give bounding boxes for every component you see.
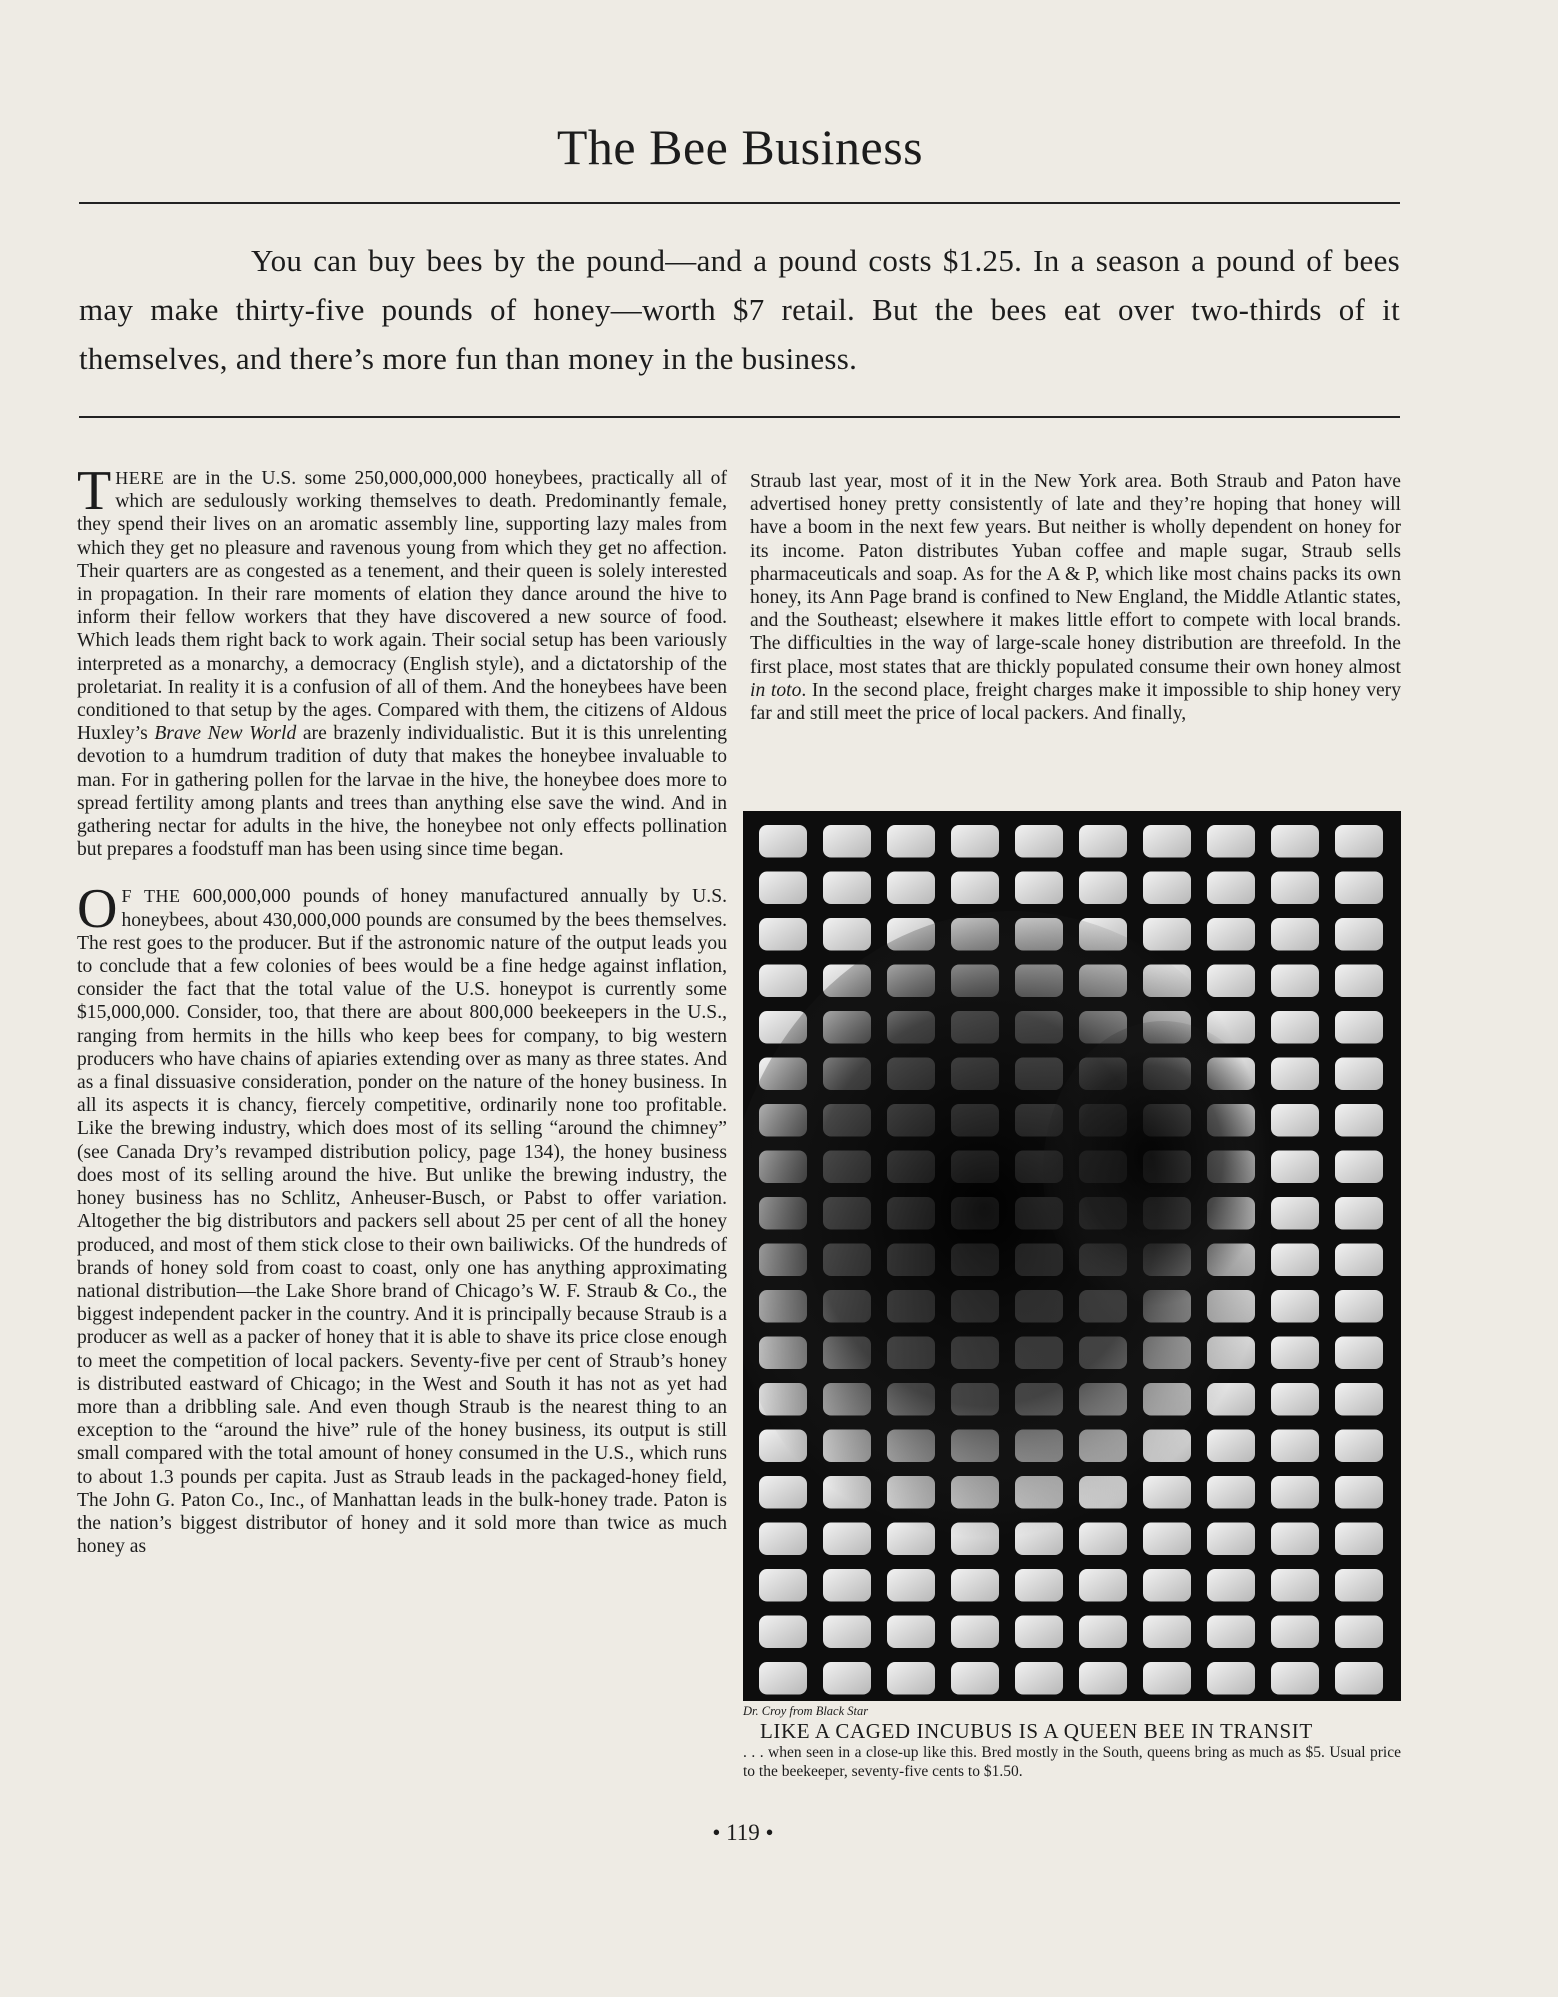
cage-cell bbox=[1335, 825, 1383, 858]
cage-cell bbox=[1335, 1290, 1383, 1323]
cage-cell bbox=[1271, 1476, 1319, 1509]
cage-cell bbox=[759, 825, 807, 858]
cage-cell bbox=[1207, 1476, 1255, 1509]
cage-cell bbox=[887, 825, 935, 858]
cage-cell bbox=[1271, 825, 1319, 858]
cage-cell bbox=[1015, 1616, 1063, 1649]
cage-cell bbox=[887, 1662, 935, 1695]
cage-cell bbox=[1335, 1430, 1383, 1463]
cage-cell bbox=[951, 1569, 999, 1602]
cage-cell bbox=[1015, 1662, 1063, 1695]
italic-phrase: in toto bbox=[750, 679, 802, 701]
text: . In the second place, freight charges make it impossible to ship honey very far and still meet the price of local packers. And finally, bbox=[750, 679, 1402, 725]
drop-cap: T bbox=[77, 460, 112, 522]
drop-cap: O bbox=[77, 878, 118, 941]
cage-cell bbox=[1079, 825, 1127, 858]
cage-cell bbox=[1271, 1058, 1319, 1091]
cage-cell bbox=[823, 825, 871, 858]
cage-cell bbox=[1143, 872, 1191, 905]
cage-cell bbox=[1271, 1430, 1319, 1463]
paragraph-2 bbox=[77, 878, 727, 1558]
paragraph-1 bbox=[77, 460, 728, 861]
cage-cell bbox=[759, 1523, 807, 1556]
cage-cell bbox=[1143, 1569, 1191, 1602]
cage-cell bbox=[1207, 1523, 1255, 1556]
cage-cell bbox=[1015, 1569, 1063, 1602]
lead-in: F THE bbox=[121, 886, 181, 907]
queen-bee-photo bbox=[743, 811, 1401, 1701]
caged-bee-image bbox=[743, 811, 1401, 1701]
cage-cell bbox=[1335, 1476, 1383, 1509]
top-rule bbox=[79, 202, 1400, 204]
cage-cell bbox=[1143, 1616, 1191, 1649]
lead-in: HERE bbox=[115, 468, 165, 488]
cage-cell bbox=[1335, 1104, 1383, 1137]
cage-cell bbox=[1335, 1011, 1383, 1044]
cage-cell bbox=[1335, 1197, 1383, 1230]
cage-cell bbox=[1335, 918, 1383, 951]
text: 600,000,000 pounds of honey manufactured annually by U.S. honeybees, about 430,000,000 pounds are consumed by the bees themselves. The rest goes to the producer. But if the astronomic nature of the output leads you to conclude that a few colonies of bees would be a fine hedge against inflation, consider the fact that the total value of the U.S. honeypot is currently some $15,000,000. Consider, too, that there are about 800,000 beekeepers in the U.S., ranging from hermits in the hills who keep bees for company, to big western producers who have chains of apiaries extending over as many as three states. And as a final dissuasive consideration, ponder on the nature of the honey business. In all its aspects it is chancy, fiercely competitive, ordinarily none too profitable. Like the brewing industry, which does most of its selling “around the chimney” (see Canada Dry’s revamped distribution policy, page 134), the honey business does most of its selling around the hive. But unlike the brewing industry, the honey business has no Schlitz, Anheuser-Busch, or Pabst to offer variation. Altogether the big distributors and packers sell about 25 per cent of all the honey produced, and most of them stick close to their own bailiwicks. Of the hundreds of brands of honey sold from coast to coast, only one has anything approximating national distribution—the Lake Shore brand of Chicago’s W. F. Straub & Co., the biggest independent packer in the country. And it is principally because Straub is a producer as well as a packer of honey that it is able to shave its price close enough to meet the competition of local packers. Seventy-five per cent of Straub’s honey is distributed eastward of Chicago; in the West and South it has not as yet had more than a dribbling sale. And even though Straub is the nearest thing to an exception to the “around the hive” rule of the honey business, its output is still small compared with the total amount of honey consumed in the U.S., which runs to about 1.3 pounds per capita. Just as Straub leads in the packaged-honey field, The John G. Paton Co., Inc., of Manhattan leads in the bulk-honey trade. Paton is the nation’s biggest distributor of honey and it sold more than twice as much honey as bbox=[77, 886, 727, 1558]
cage-cell bbox=[951, 1662, 999, 1695]
cage-cell bbox=[887, 1616, 935, 1649]
cage-cell bbox=[887, 872, 935, 905]
text: Straub last year, most of it in the New York area. Both Straub and Paton have advertised honey pretty consistently of late and they’re hoping that honey will have a boom in the next few years. But neither is wholly dependent on honey for its income. Paton distributes Yuban coffee and maple sugar, Straub sells pharmaceuticals and soap. As for the A & P, which like most chains packs its own honey, its Ann Page brand is confined to New England, the Middle Atlantic states, and the Southeast; elsewhere it makes little effort to compete with local brands. The difficulties in the way of large-scale honey distribution are threefold. In the first place, most states that are thickly populated consume their own honey almost bbox=[750, 471, 1401, 678]
cage-cell bbox=[1271, 918, 1319, 951]
cage-cell bbox=[1335, 1662, 1383, 1695]
cage-cell bbox=[1143, 918, 1191, 951]
cage-cell bbox=[1079, 1616, 1127, 1649]
cage-cell bbox=[1207, 825, 1255, 858]
cage-cell bbox=[1143, 825, 1191, 858]
cage-cell bbox=[1335, 1058, 1383, 1091]
cage-cell bbox=[759, 1569, 807, 1602]
caption-body: . . . when seen in a close-up like this. Bred mostly in the South, queens bring as much as $5. Usual price to the beekeeper, seventy-five cents to $1.50. bbox=[743, 1744, 1401, 1780]
cage-cell bbox=[823, 1662, 871, 1695]
photo-credit: Dr. Croy from Black Star bbox=[743, 1704, 869, 1718]
cage-cell bbox=[1079, 1569, 1127, 1602]
cage-cell bbox=[1335, 1244, 1383, 1277]
cage-cell bbox=[1271, 1523, 1319, 1556]
cage-cell bbox=[1335, 1151, 1383, 1184]
cage-cell bbox=[759, 872, 807, 905]
cage-cell bbox=[759, 965, 807, 998]
cage-cell bbox=[1335, 1383, 1383, 1416]
cage-cell bbox=[1335, 1569, 1383, 1602]
cage-cell bbox=[951, 825, 999, 858]
cage-cell bbox=[1143, 1662, 1191, 1695]
caption-headline: LIKE A CAGED INCUBUS IS A QUEEN BEE IN TRANSIT bbox=[760, 1719, 1313, 1743]
cage-cell bbox=[1271, 1662, 1319, 1695]
cage-cell bbox=[1271, 1011, 1319, 1044]
cage-cell bbox=[1207, 918, 1255, 951]
cage-cell bbox=[1207, 1569, 1255, 1602]
cage-cell bbox=[1207, 1616, 1255, 1649]
cage-cell bbox=[823, 1616, 871, 1649]
book-title: Brave New World bbox=[154, 723, 297, 745]
article-title: The Bee Business bbox=[556, 119, 924, 175]
cage-cell bbox=[1335, 1616, 1383, 1649]
cage-cell bbox=[1335, 1523, 1383, 1556]
cage-cell bbox=[1207, 965, 1255, 998]
cage-cell bbox=[1079, 1662, 1127, 1695]
text: are in the U.S. some 250,000,000,000 honeybees, practically all of which are sedulously working themselves to death. Predominantly female, they spend their lives on an aromatic assembly line, supporting lazy males from which they get no pleasure and ravenous young from which they get no affection. Their quarters are as congested as a tenement, and their queen is solely interested in propagation. In their rare moments of elation they dance around the hive to inform their fellow workers that they have discovered a new source of food. Which leads them right back to work again. Their social setup has been variously interpreted as a monarchy, a democracy (English style), and a dictatorship of the proletariat. In reality it is a confusion of all of them. And the honeybees have been conditioned to that setup by the ages. Compared with them, the citizens of Aldous Huxley’s bbox=[77, 468, 727, 745]
left-column bbox=[77, 460, 728, 1582]
cage-cell bbox=[1271, 1569, 1319, 1602]
paragraph-continued bbox=[750, 470, 1401, 725]
cage-cell bbox=[951, 872, 999, 905]
deck-rule bbox=[79, 416, 1400, 418]
cage-cell bbox=[887, 1569, 935, 1602]
cage-cell bbox=[823, 1523, 871, 1556]
cage-cell bbox=[1015, 825, 1063, 858]
cage-cell bbox=[1015, 872, 1063, 905]
cage-cell bbox=[759, 1616, 807, 1649]
cage-cell bbox=[1271, 1616, 1319, 1649]
article-deck: You can buy bees by the pound—and a pound costs $1.25. In a season a pound of bees may make thirty-five pounds of honey—worth $7 retail. But the bees eat over two-thirds of it themselves, and there’s more fun than money in the business. bbox=[79, 243, 1400, 376]
cage-cell bbox=[759, 1662, 807, 1695]
cage-cell bbox=[759, 918, 807, 951]
cage-cell bbox=[1271, 1383, 1319, 1416]
cage-cell bbox=[759, 1476, 807, 1509]
text: are brazenly individualistic. But it is this unrelenting devotion to a humdrum tradition of duty that makes the honeybee invaluable to man. For in gathering pollen for the larvae in the hive, the honeybee does more to spread fertility among plants and trees than anything else save the wind. And in gathering nectar for adults in the hive, the honeybee not only effects pollination but prepares a foodstuff man has been using since time began. bbox=[77, 723, 728, 861]
cage-cell bbox=[823, 918, 871, 951]
cage-cell bbox=[1335, 872, 1383, 905]
cage-cell bbox=[1207, 872, 1255, 905]
cage-cell bbox=[1271, 965, 1319, 998]
page-number: • 119 • bbox=[712, 1820, 774, 1845]
cage-cell bbox=[1079, 872, 1127, 905]
cage-cell bbox=[1271, 872, 1319, 905]
cage-cell bbox=[1335, 1337, 1383, 1370]
cage-cell bbox=[1335, 965, 1383, 998]
cage-cell bbox=[823, 872, 871, 905]
right-column bbox=[750, 470, 1401, 749]
cage-cell bbox=[823, 1569, 871, 1602]
cage-cell bbox=[1207, 1662, 1255, 1695]
cage-cell bbox=[951, 1616, 999, 1649]
